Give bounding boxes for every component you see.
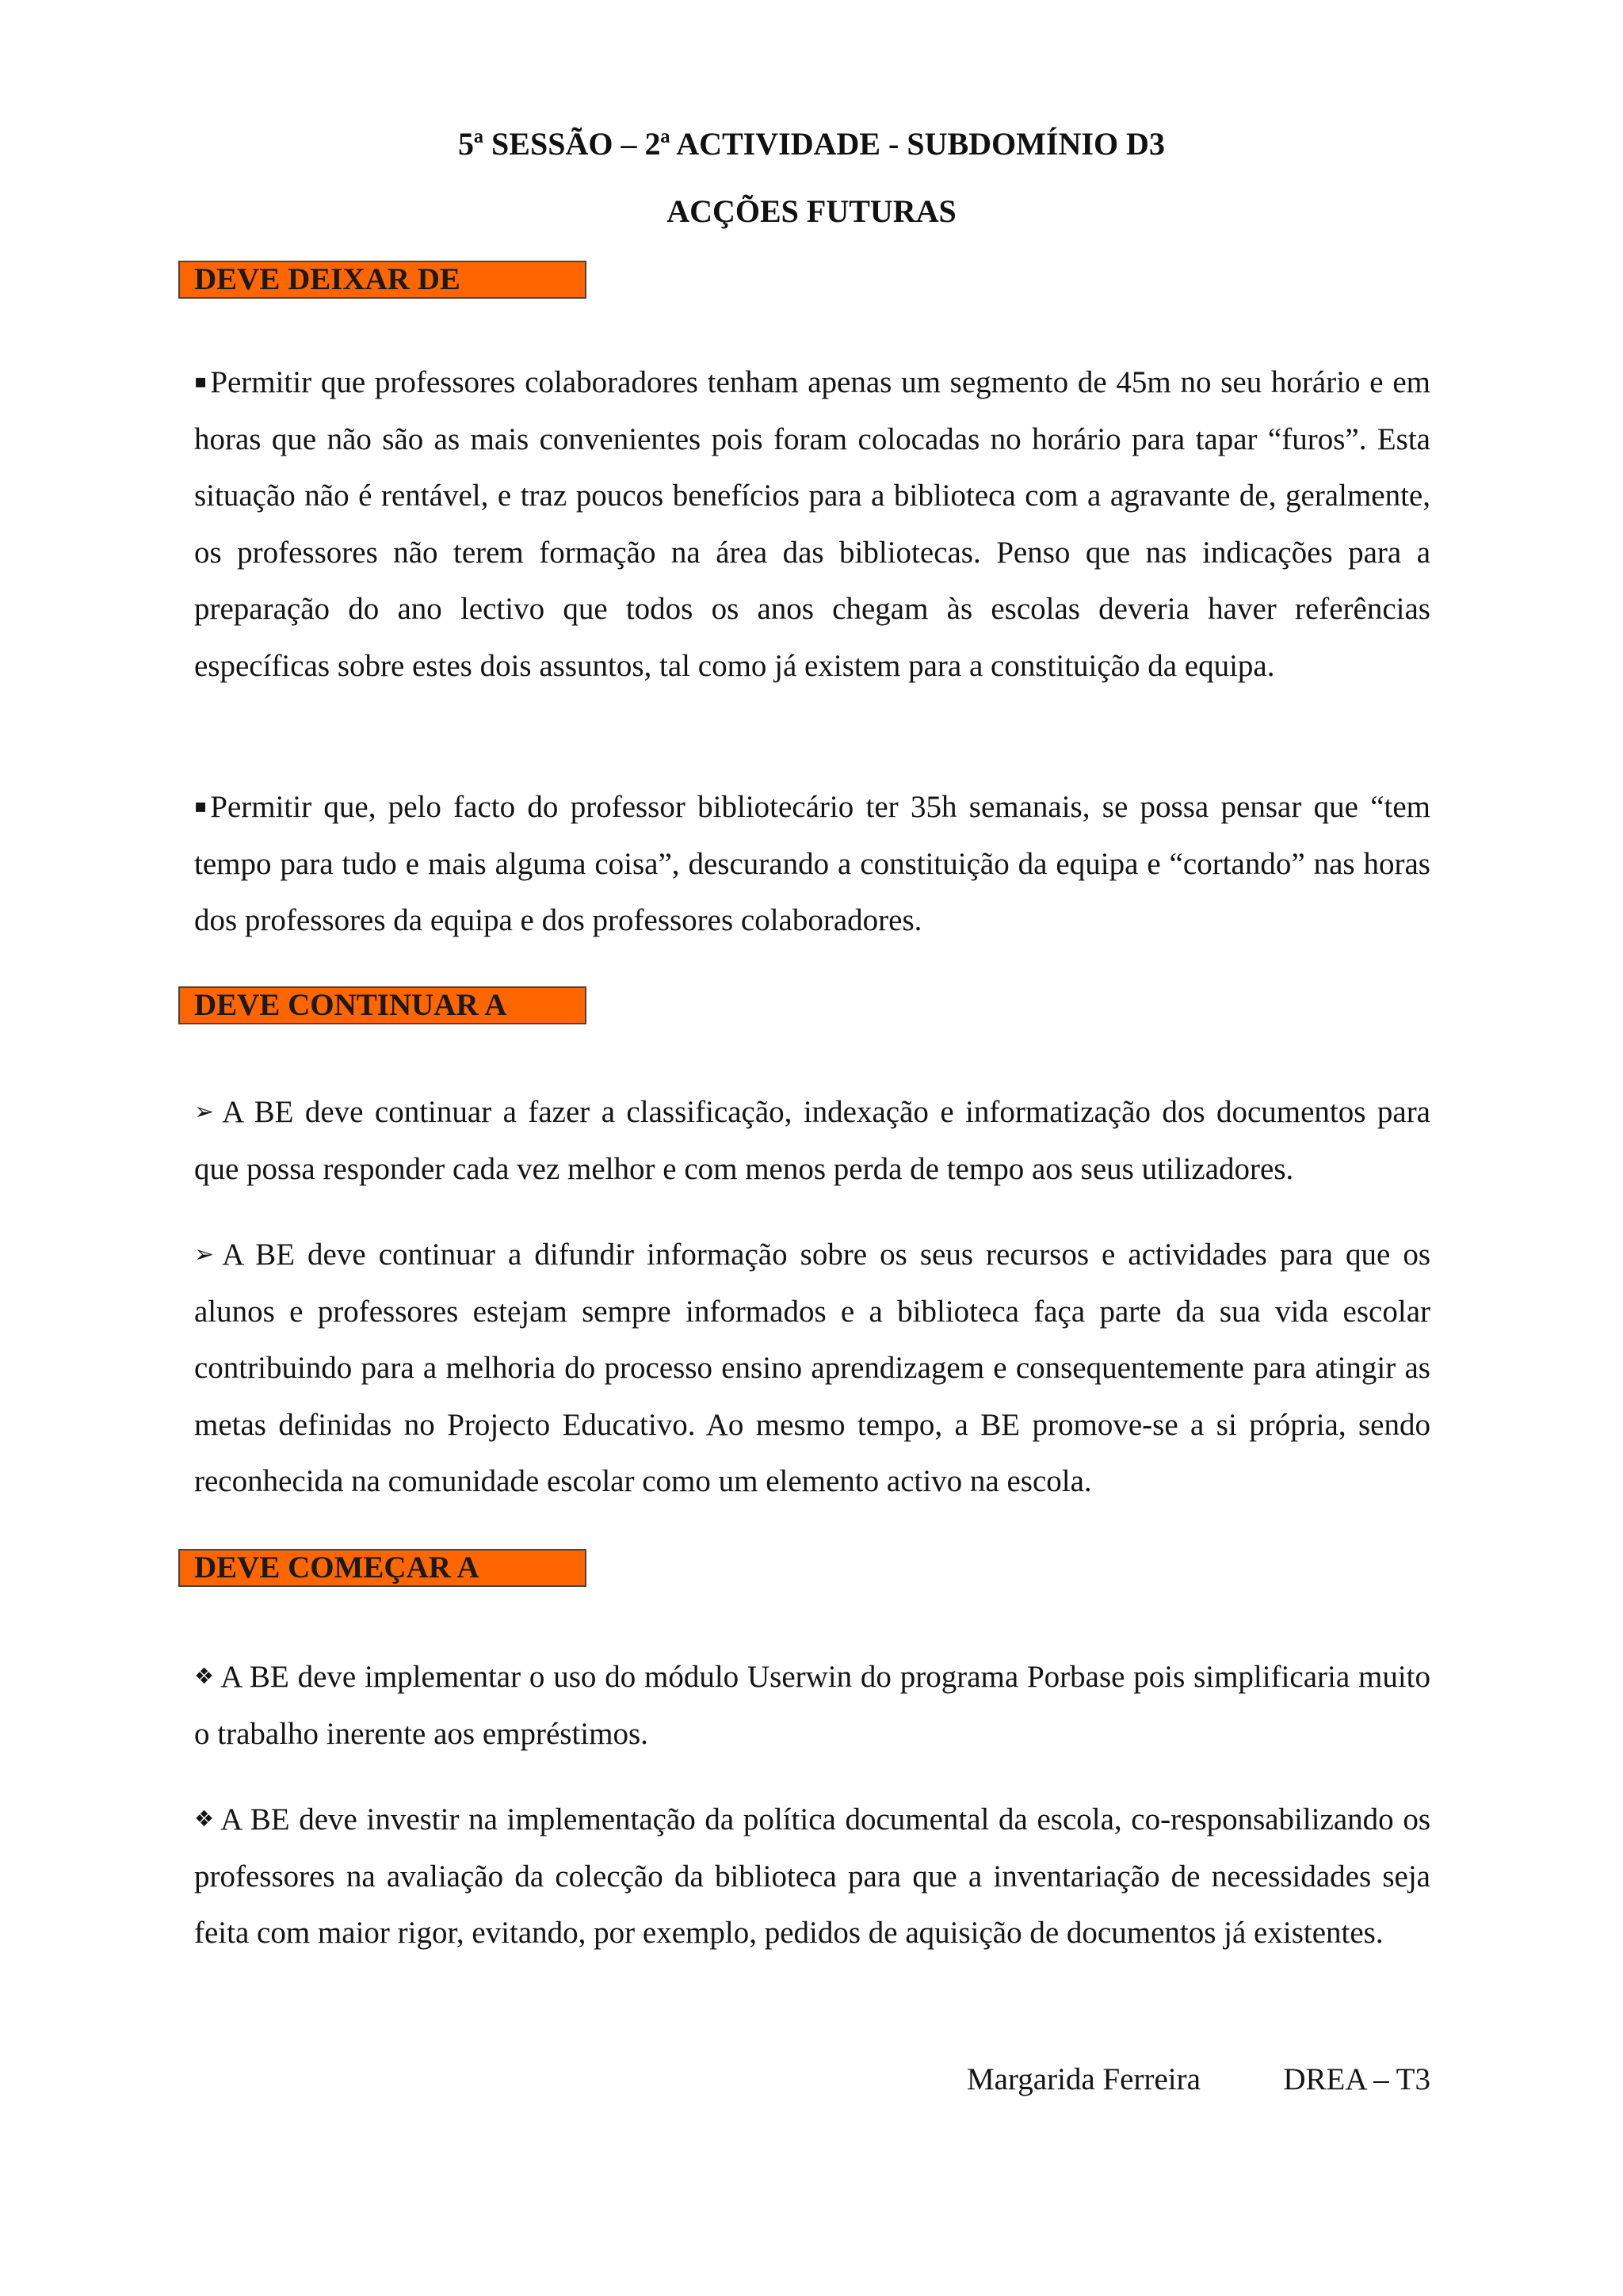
paragraph [194, 1648, 1430, 1762]
square-bullet-icon: ▪ [194, 370, 208, 392]
paragraph-text: Permitir que professores colaboradores tenham apenas um segmento de 45m no seu horário e em horas que não são as mais convenientes pois foram colocadas no horário para tapar “furos”. Esta situação não é rentável, e traz poucos benefícios para a biblioteca com a agravante de, geralmente, os professores não terem formação na área das bibliotecas. Penso que nas indicações para a preparação do ano lectivo que todos os anos chegam às escolas deveria haver referências específicas sobre estes dois assuntos, tal como já existem para a constituição da equipa. [194, 365, 1430, 683]
arrow-bullet-icon: ➢ [194, 1098, 215, 1126]
paragraph [194, 1226, 1430, 1510]
paragraph-text: A BE deve continuar a difundir informação sobre os seus recursos e actividades para que os alunos e professores estejam sempre informados e a biblioteca faça parte da sua vida escolar contribuindo para a melhoria do processo ensino aprendizagem e consequentemente para atingir as metas definidas no Projecto Educativo. Ao mesmo tempo, a BE promove-se a si própria, sendo reconhecida na comunidade escolar como um elemento activo na escola. [194, 1238, 1430, 1498]
footer-author: Margarida Ferreira [967, 2062, 1201, 2096]
paragraph [194, 1791, 1430, 1962]
page-subtitle: ACÇÕES FUTURAS [666, 193, 957, 229]
paragraph-text: Permitir que, pelo facto do professor bibliotecário ter 35h semanais, se possa pensar que “tem tempo para tudo e mais alguma coisa”, descurando a constituição da equipa e “cortando” nas horas dos professores da equipa e dos professores colaboradores. [194, 790, 1430, 937]
diamond-bullet-icon: ❖ [194, 1806, 215, 1832]
paragraph [194, 353, 1430, 694]
footer-code: DREA – T3 [1283, 2062, 1430, 2096]
arrow-bullet-icon: ➢ [194, 1241, 215, 1268]
diamond-bullet-icon: ❖ [194, 1663, 215, 1689]
paragraph-text: A BE deve continuar a fazer a classificação, indexação e informatização dos documentos para que possa responder cada vez melhor e com menos perda de tempo aos seus utilizadores. [194, 1095, 1430, 1186]
paragraph-text: A BE deve implementar o uso do módulo Userwin do programa Porbase pois simplificaria muito o trabalho inerente aos empréstimos. [194, 1660, 1430, 1751]
section-label-deve-deixar-de: DEVE DEIXAR DE [178, 261, 586, 299]
section-label-deve-continuar-a: DEVE CONTINUAR A [178, 986, 586, 1024]
footer [967, 2061, 1430, 2099]
paragraph-text: A BE deve investir na implementação da política documental da escola, co-responsabilizando os professores na avaliação da colecção da biblioteca para que a inventariação de necessidades seja feita com maior rigor, evitando, por exemplo, pedidos de aquisição de documentos já existentes. [194, 1802, 1430, 1950]
square-bullet-icon: ▪ [194, 795, 208, 817]
paragraph [194, 778, 1430, 949]
section-label-deve-comecar-a: DEVE COMEÇAR A [178, 1549, 586, 1587]
page-title: 5ª SESSÃO – 2ª ACTIVIDADE - SUBDOMÍNIO D3 [458, 126, 1165, 162]
paragraph [194, 1084, 1430, 1197]
